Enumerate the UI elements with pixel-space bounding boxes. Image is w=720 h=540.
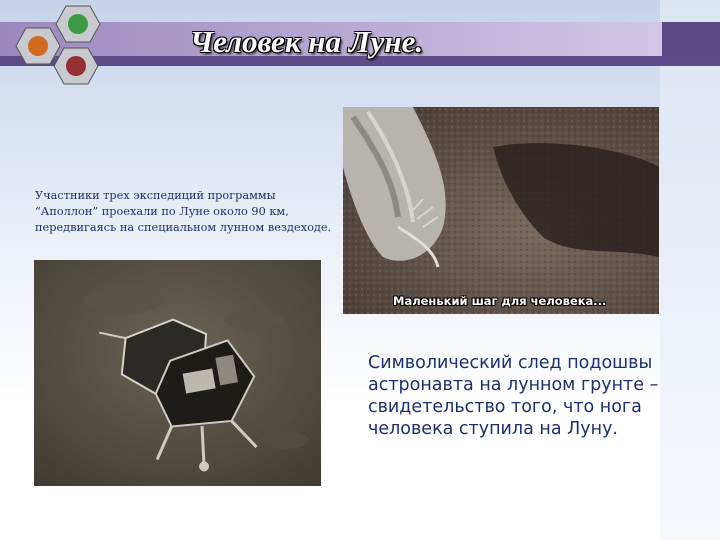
footprint-photo [343, 107, 659, 314]
lunar-module-photo [34, 260, 321, 486]
slide-title: Человек на Луне. [190, 24, 424, 59]
rover-caption: Участники трех экспедиций программы “Аполлон” проехали по Луне около 90 км, передвигаясь на специальном лунном вездеходе. [35, 189, 332, 234]
hexagon-green-icon [56, 6, 100, 42]
hexagon-orange-icon [16, 28, 60, 64]
hexagon-logo [0, 0, 110, 90]
hexagon-red-icon [54, 48, 98, 84]
lunar-module-illustration [34, 260, 321, 486]
footprint-caption: Символический след подошвы астронавта на лунном грунте – свидетельство того, что нога человека ступила на Луну. [368, 353, 659, 439]
footprint-illustration [343, 107, 659, 314]
title-band-accent [662, 22, 720, 56]
photo-caption: Маленький шаг для человека... [393, 294, 607, 308]
